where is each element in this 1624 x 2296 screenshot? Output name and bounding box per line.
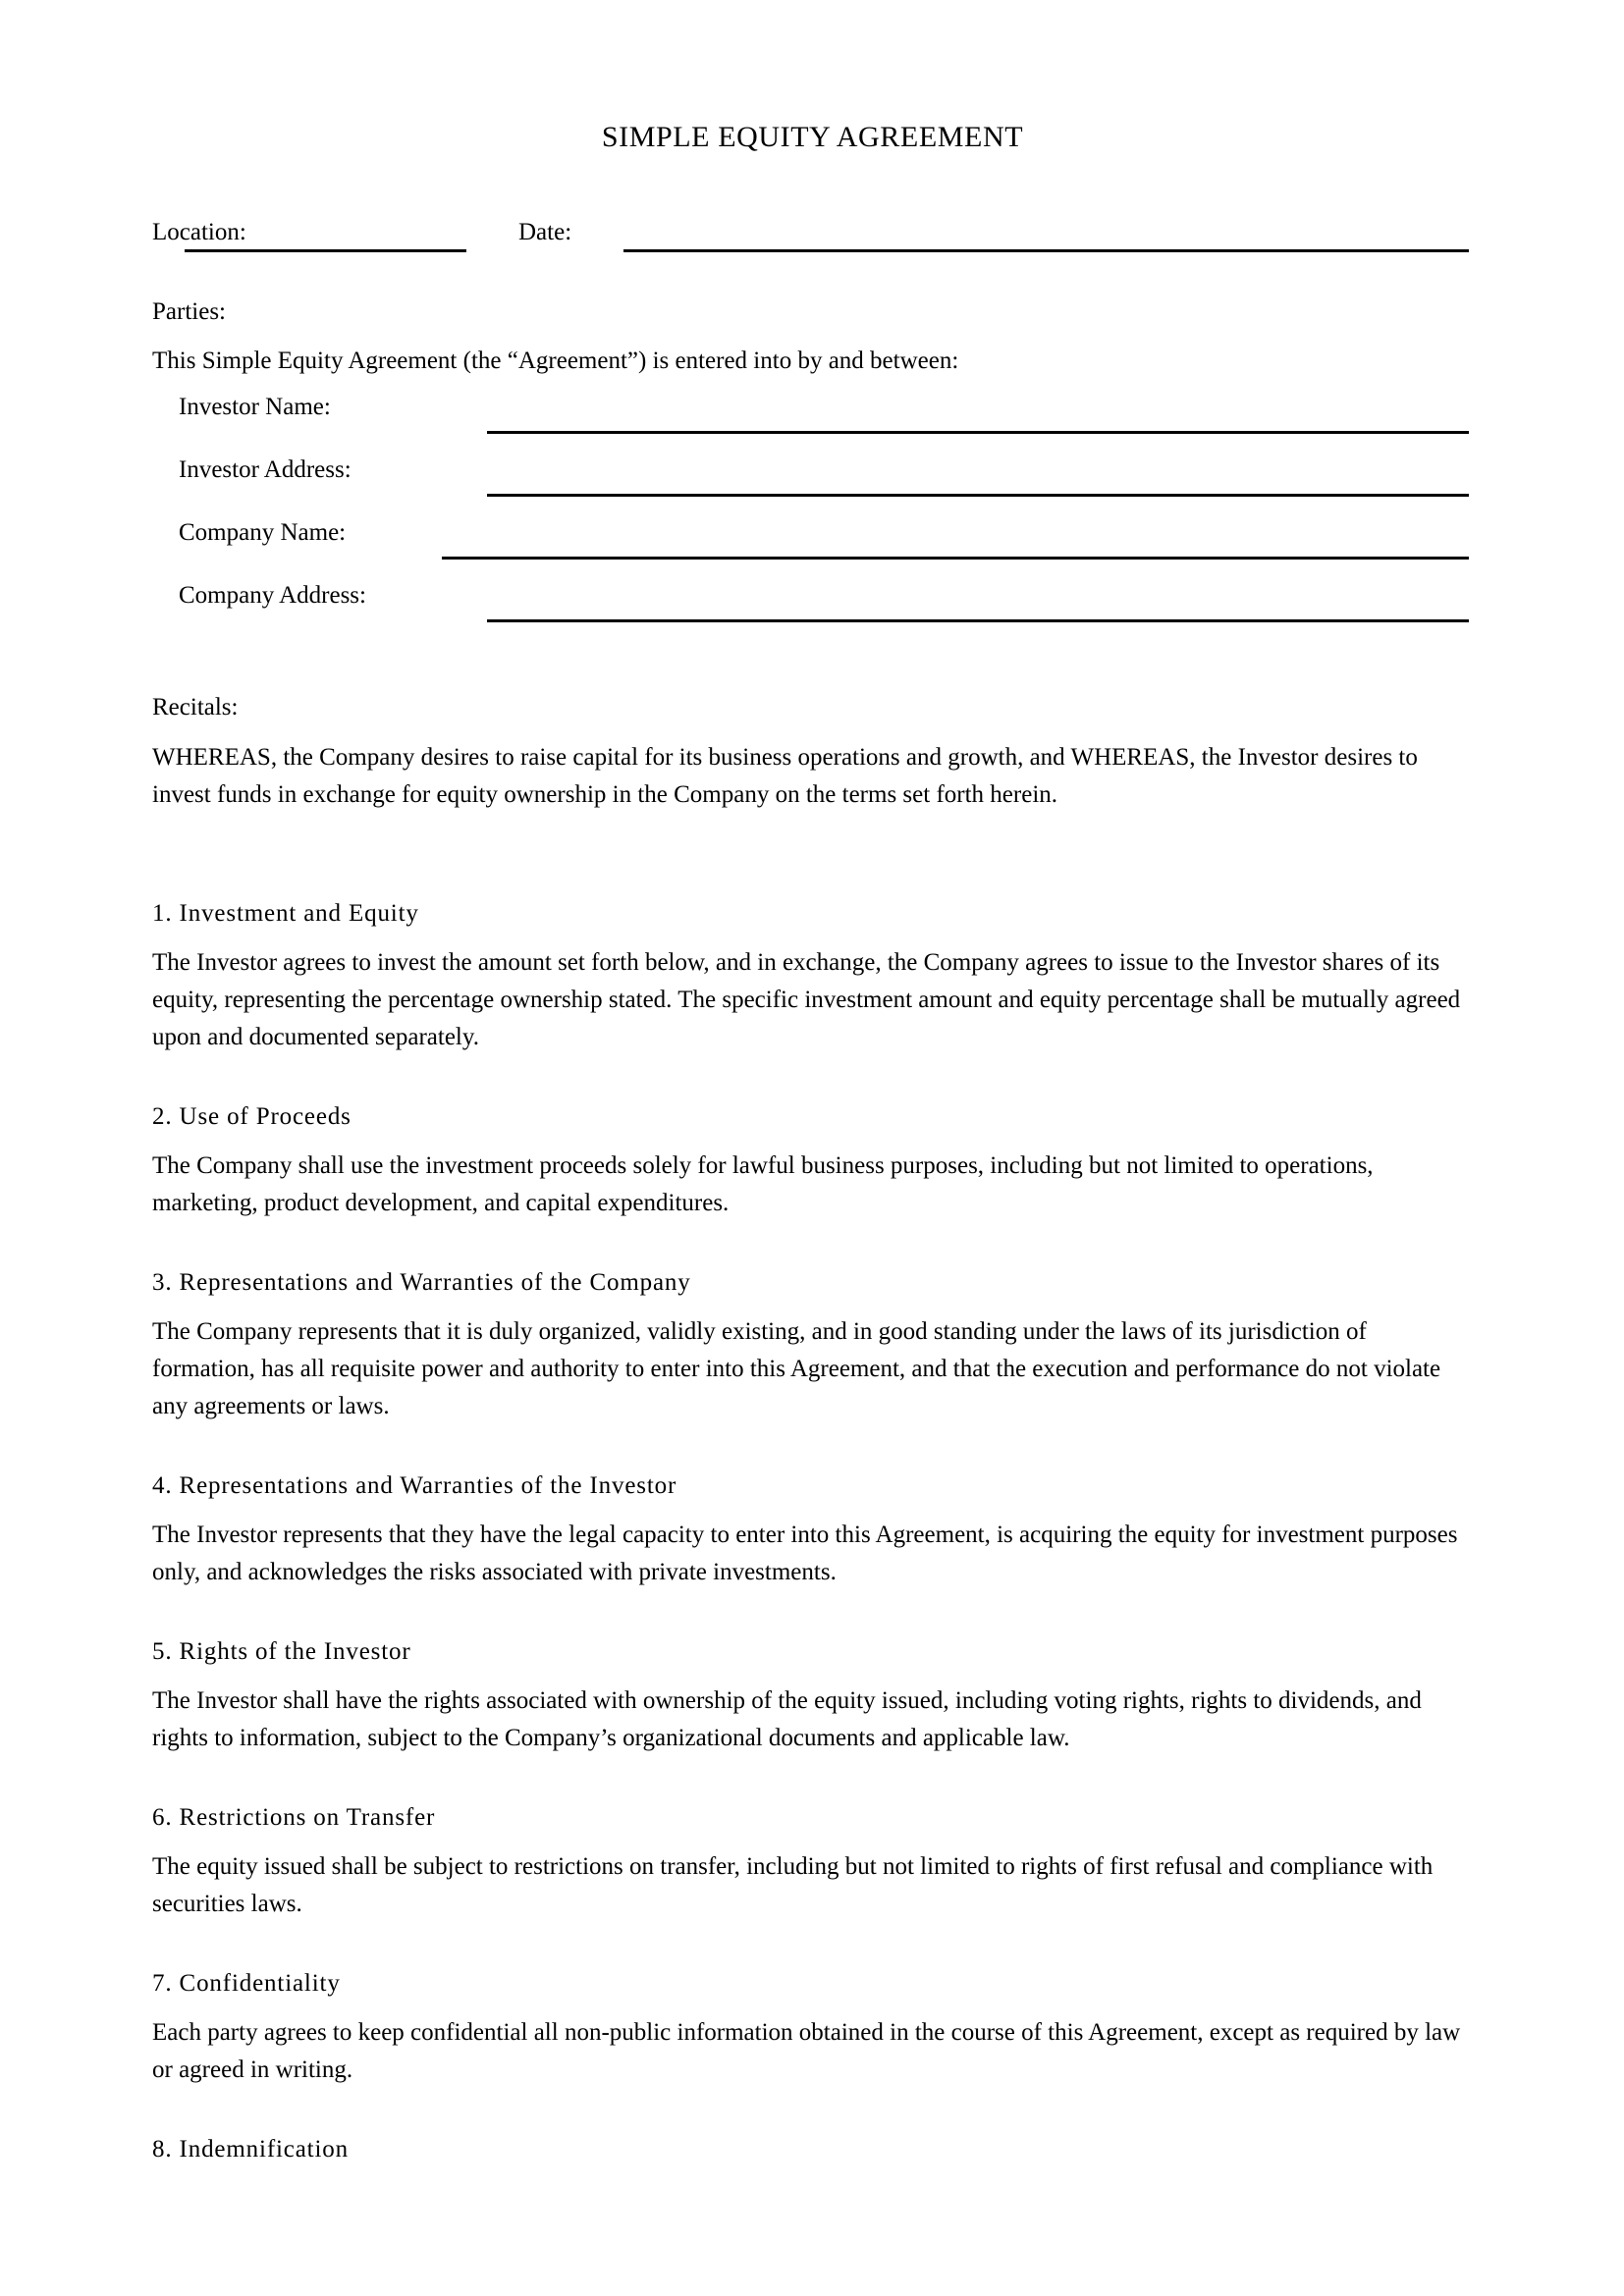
company-address-label: Company Address: — [179, 581, 366, 609]
location-input-line[interactable] — [185, 249, 466, 252]
page-title: SIMPLE EQUITY AGREEMENT — [601, 121, 1024, 153]
section-5-title: 5. Rights of the Investor — [152, 1637, 411, 1665]
investor-name-label: Investor Name: — [179, 393, 331, 420]
section-3-body: The Company represents that it is duly organized, validly existing, and in good standing under the laws of its jurisdiction of formation, has all requisite power and authority to enter into this Agreement, and that the execution and performance do not violate any agreements or laws. — [152, 1317, 1441, 1419]
section-6 — [152, 1800, 1473, 1923]
section-2-body: The Company shall use the investment proceeds solely for lawful business purposes, including but not limited to operations, marketing, product development, and capital expenditures. — [152, 1151, 1374, 1216]
location-label: Location: — [152, 219, 246, 245]
party-field-company-name — [152, 517, 1473, 580]
section-2-title: 2. Use of Proceeds — [152, 1102, 352, 1130]
location-date-row — [152, 212, 1473, 253]
section-4-body: The Investor represents that they have the legal capacity to enter into this Agreement, is acquiring the equity for investment purposes only, and acknowledges the risks associated with private investments. — [152, 1521, 1458, 1585]
section-5-body: The Investor shall have the rights associated with ownership of the equity issued, including voting rights, rights to dividends, and rights to information, subject to the Company’s organizational documents and applicable law. — [152, 1686, 1422, 1751]
party-fields-group — [152, 392, 1473, 643]
party-field-investor-name — [152, 392, 1473, 454]
investor-name-input-line[interactable] — [487, 431, 1469, 434]
party-field-company-address — [152, 580, 1473, 643]
parties-heading: Parties: — [152, 298, 226, 325]
section-7-body: Each party agrees to keep confidential all non-public information obtained in the course of this Agreement, except as required by law or agreed in writing. — [152, 2018, 1461, 2083]
section-1-body: The Investor agrees to invest the amount set forth below, and in exchange, the Company agrees to issue to the Investor shares of its equity, representing the percentage ownership stated. The specific investment amount and equity percentage shall be mutually agreed upon and documented separately. — [152, 948, 1461, 1050]
investor-address-input-line[interactable] — [487, 494, 1469, 497]
recitals-heading: Recitals: — [152, 693, 239, 721]
date-label: Date: — [518, 219, 572, 245]
date-input-line[interactable] — [623, 249, 1469, 252]
section-7 — [152, 1966, 1473, 2089]
section-8 — [152, 2132, 1473, 2166]
document-content — [152, 0, 1473, 2166]
parties-intro-text: This Simple Equity Agreement (the “Agreement”) is entered into by and between: — [152, 347, 959, 375]
party-field-investor-address — [152, 454, 1473, 517]
section-8-title: 8. Indemnification — [152, 2135, 349, 2163]
recitals-body: WHEREAS, the Company desires to raise capital for its business operations and growth, and WHEREAS, the Investor desires to invest funds in exchange for equity ownership in the Company on the terms set forth herein. — [152, 743, 1418, 808]
investor-address-label: Investor Address: — [179, 455, 352, 483]
company-name-input-line[interactable] — [442, 557, 1469, 560]
section-6-title: 6. Restrictions on Transfer — [152, 1803, 436, 1831]
section-3-title: 3. Representations and Warranties of the Company — [152, 1268, 691, 1296]
company-address-input-line[interactable] — [487, 619, 1469, 622]
section-1-title: 1. Investment and Equity — [152, 899, 419, 927]
section-7-title: 7. Confidentiality — [152, 1969, 341, 1997]
section-5 — [152, 1634, 1473, 1757]
section-2 — [152, 1099, 1473, 1222]
section-1 — [152, 896, 1473, 1056]
section-3 — [152, 1265, 1473, 1425]
section-4-title: 4. Representations and Warranties of the Investor — [152, 1471, 677, 1499]
section-4 — [152, 1468, 1473, 1591]
company-name-label: Company Name: — [179, 518, 347, 546]
section-6-body: The equity issued shall be subject to restrictions on transfer, including but not limited to rights of first refusal and compliance with securities laws. — [152, 1852, 1434, 1917]
